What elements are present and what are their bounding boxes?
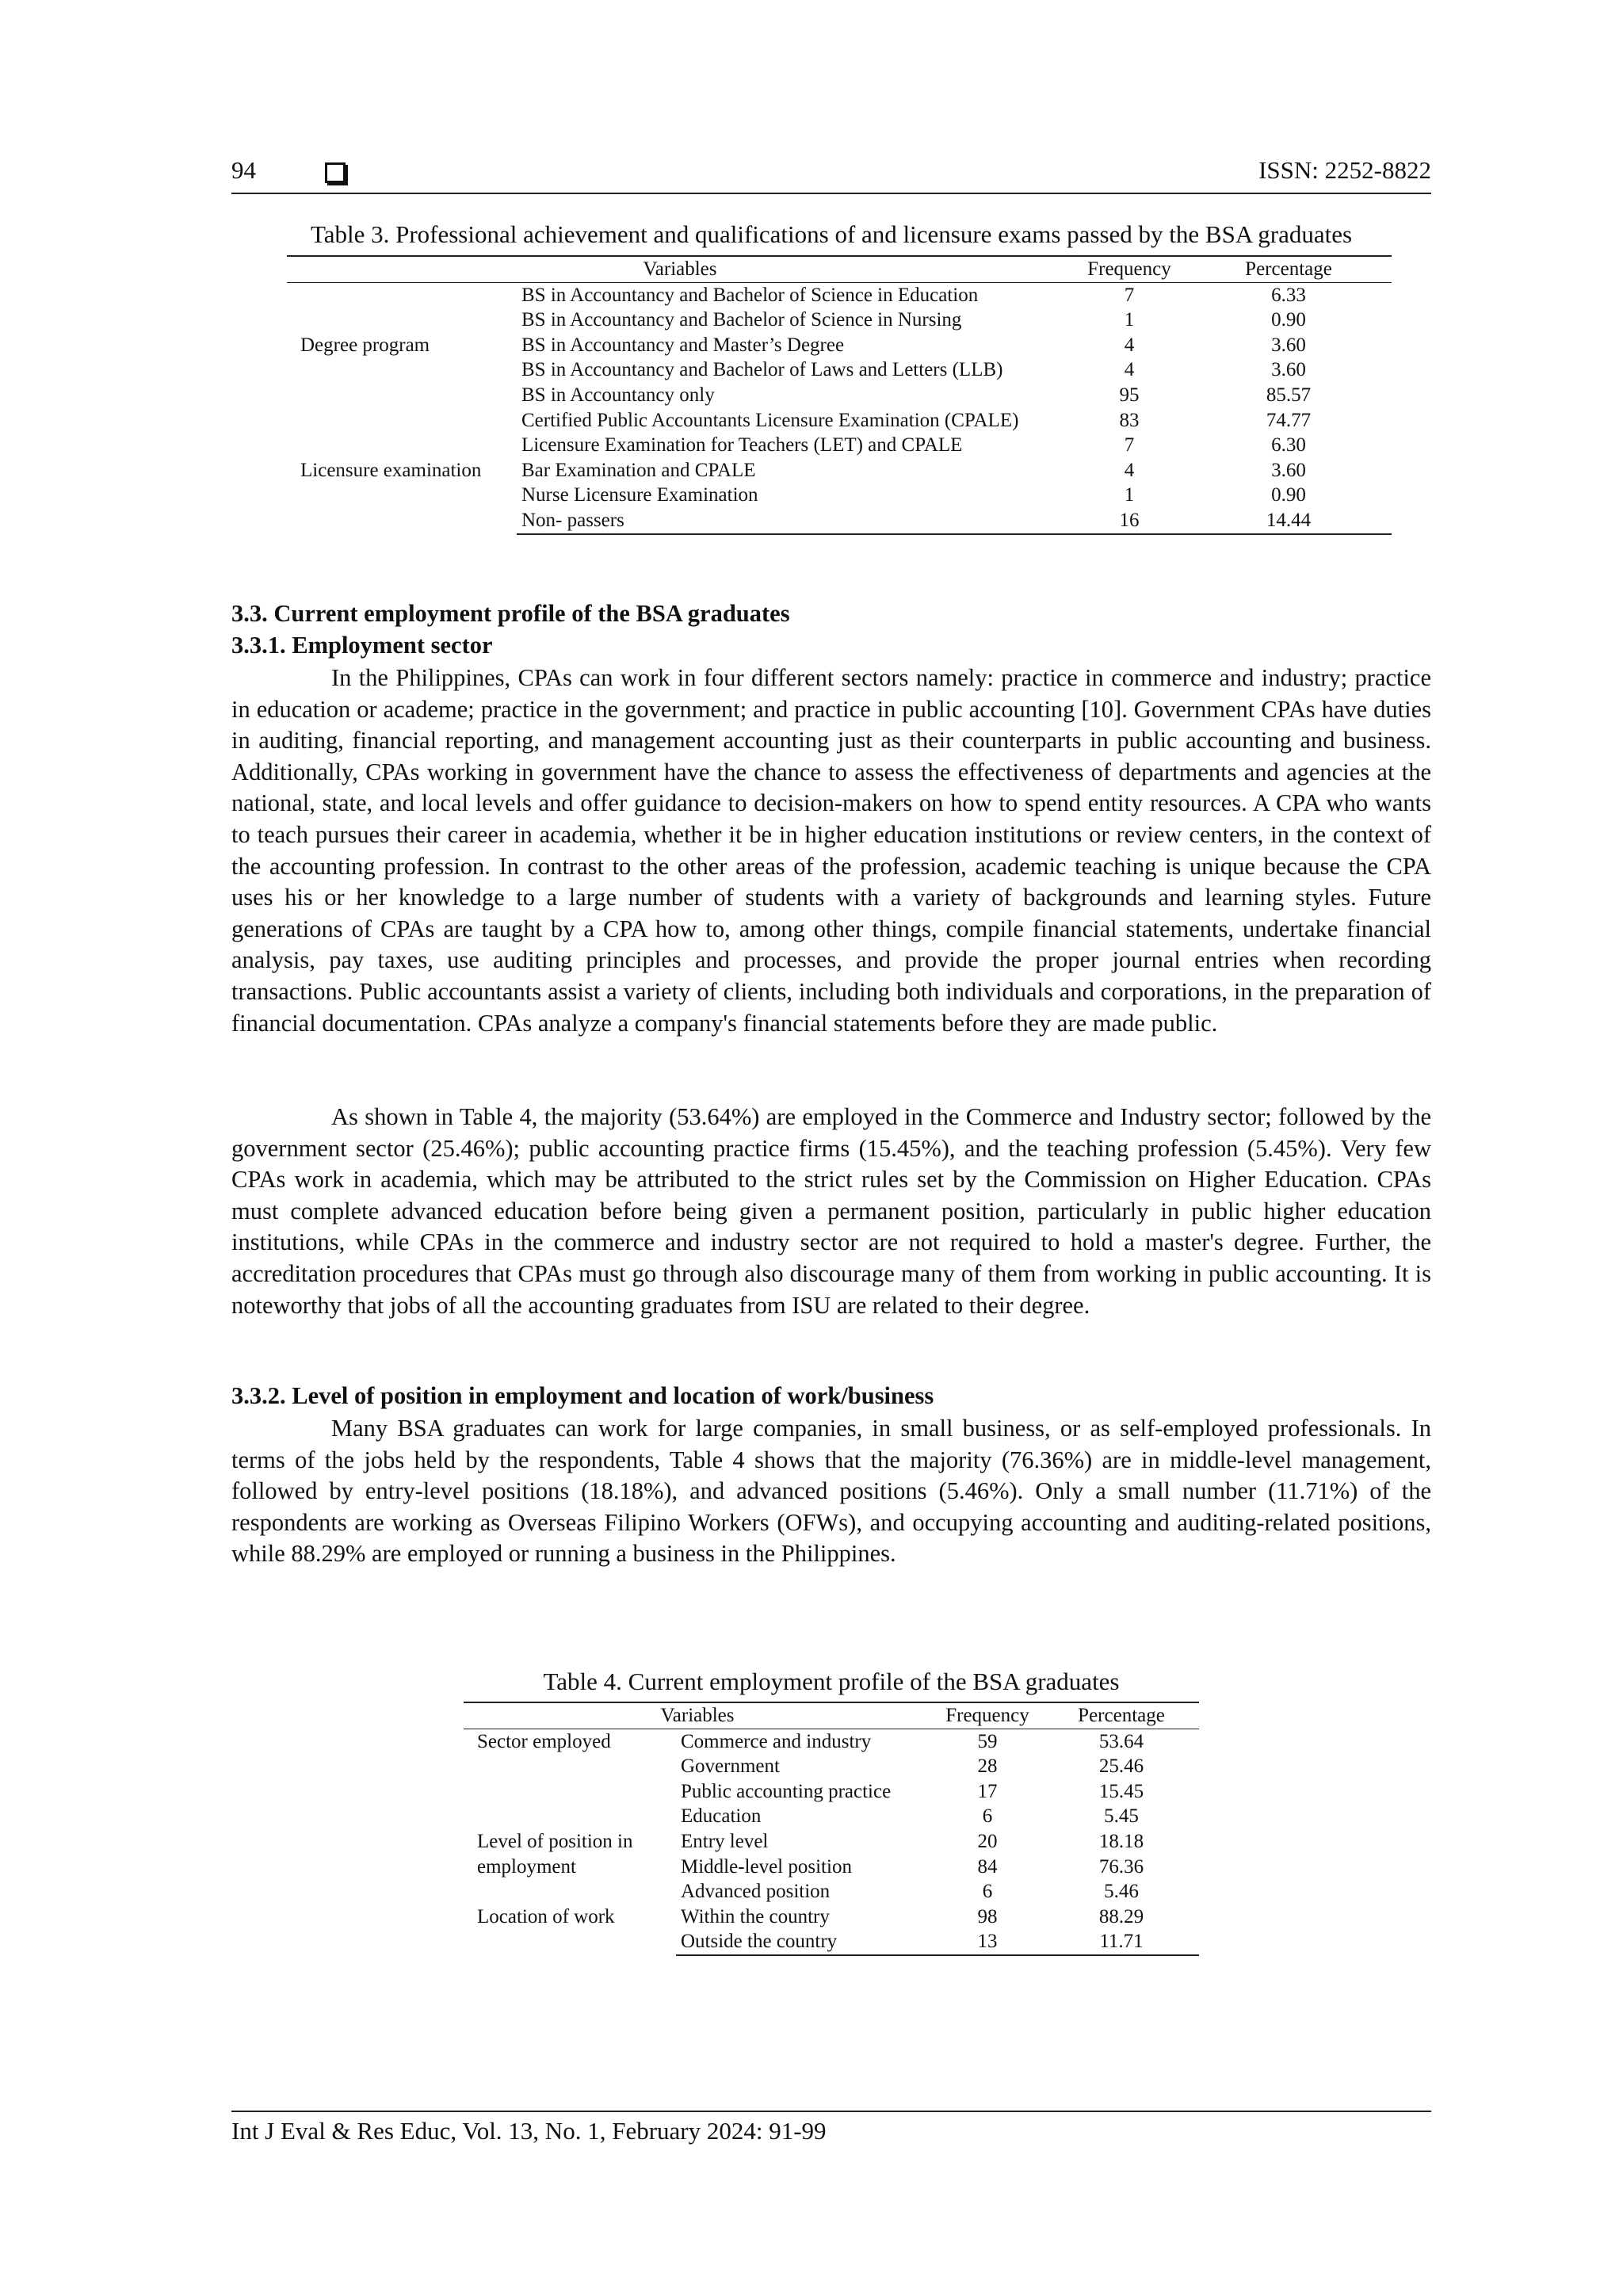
section-3-3-heading: 3.3. Current employment profile of the BSA graduates bbox=[231, 600, 790, 627]
row-percentage: 5.46 bbox=[1104, 1881, 1139, 1903]
row-frequency: 4 bbox=[1124, 334, 1135, 356]
row-frequency: 59 bbox=[977, 1730, 998, 1752]
section-3-3-1-heading: 3.3.1. Employment sector bbox=[231, 632, 493, 659]
row-percentage: 88.29 bbox=[1098, 1905, 1144, 1927]
row-percentage: 6.33 bbox=[1271, 284, 1306, 306]
row-percentage: 15.45 bbox=[1098, 1780, 1144, 1802]
row-frequency: 20 bbox=[977, 1830, 998, 1852]
table4-caption: Table 4. Current employment profile of the BSA graduates bbox=[543, 1668, 1120, 1695]
row-percentage: 25.46 bbox=[1098, 1755, 1144, 1778]
paragraph-employment-sector-1: In the Philippines, CPAs can work in four different sectors namely: practice in commerce and industry; practice in education or academe; practice in the government; and practice in public accounting [10]. Government CPAs have duties in auditing, financial reporting, and management accounting just as their counterparts in public accounting and business. Additionally, CPAs working in government have the chance to assess the effectiveness of departments and agencies at the national, state, and local levels and offer guidance to decision-makers on how to spend entity resources. A CPA who wants to teach pursues their career in academia, whether it be in higher education institutions or review centers, in the context of the accounting profession. In contrast to the other areas of the profession, academic teaching is unique because the CPA uses his or her knowledge to a large number of students with a variety of backgrounds and learning styles. Future generations of CPAs are taught by a CPA how to, among other things, compile financial statements, undertake financial analysis, pay taxes, use auditing principles and processes, and provide the proper journal entries when recording transactions. Public accountants assist a variety of clients, including both individuals and corporations, in the preparation of financial documentation. CPAs analyze a company's financial statements before they are made public. bbox=[231, 664, 1431, 1037]
row-frequency: 16 bbox=[1073, 508, 1186, 534]
row-frequency: 84 bbox=[977, 1855, 998, 1878]
journal-citation: Int J Eval & Res Educ, Vol. 13, No. 1, February 2024: 91-99 bbox=[231, 2117, 827, 2145]
row-group-label: Sector employed bbox=[477, 1730, 611, 1752]
row-frequency: 13 bbox=[931, 1929, 1044, 1955]
row-frequency: 6 bbox=[982, 1881, 993, 1903]
row-variable: BS in Accountancy only bbox=[521, 384, 715, 406]
row-frequency: 1 bbox=[1124, 309, 1135, 331]
table3-header-percentage: Percentage bbox=[1186, 256, 1392, 282]
table4-header-frequency: Frequency bbox=[931, 1702, 1044, 1729]
table4-header-percentage: Percentage bbox=[1044, 1702, 1199, 1729]
row-variable: BS in Accountancy and Master’s Degree bbox=[521, 334, 845, 356]
row-frequency: 83 bbox=[1119, 409, 1140, 431]
table-row bbox=[287, 282, 1392, 308]
table-row bbox=[464, 1904, 1199, 1930]
row-variable: Public accounting practice bbox=[681, 1780, 892, 1802]
row-frequency: 4 bbox=[1124, 359, 1135, 381]
section-3-3-2-heading: 3.3.2. Level of position in employment and location of work/business bbox=[231, 1382, 934, 1409]
row-percentage: 3.60 bbox=[1271, 334, 1306, 356]
row-percentage: 3.60 bbox=[1271, 359, 1306, 381]
row-variable: Certified Public Accountants Licensure Examination (CPALE) bbox=[521, 409, 1019, 431]
row-variable: Nurse Licensure Examination bbox=[521, 484, 758, 506]
table4-body bbox=[464, 1729, 1199, 1955]
row-variable: BS in Accountancy and Bachelor of Science in Education bbox=[521, 284, 979, 306]
row-variable: Outside the country bbox=[676, 1929, 931, 1955]
table-row bbox=[464, 1729, 1199, 1754]
row-variable: Government bbox=[681, 1755, 780, 1778]
table4-header-variables: Variables bbox=[464, 1702, 931, 1729]
row-frequency: 6 bbox=[982, 1805, 993, 1828]
page-footer bbox=[231, 2111, 1431, 2145]
row-variable: BS in Accountancy and Bachelor of Laws and Letters (LLB) bbox=[521, 359, 1003, 381]
table4-header-row bbox=[464, 1702, 1199, 1729]
row-variable: Bar Examination and CPALE bbox=[521, 459, 756, 481]
row-variable: Advanced position bbox=[681, 1881, 831, 1903]
row-variable: Licensure Examination for Teachers (LET) and CPALE bbox=[521, 434, 963, 457]
table3-header-row bbox=[287, 256, 1392, 282]
row-frequency: 4 bbox=[1124, 459, 1135, 481]
table3-body bbox=[287, 282, 1392, 533]
row-frequency: 1 bbox=[1124, 484, 1135, 506]
table3-caption: Table 3. Professional achievement and qualifications of and licensure exams passed by the BSA graduates bbox=[310, 220, 1353, 248]
row-percentage: 18.18 bbox=[1098, 1830, 1144, 1852]
page-number: 94 bbox=[231, 156, 256, 184]
table3 bbox=[287, 255, 1392, 535]
row-frequency: 7 bbox=[1124, 284, 1135, 306]
table3-header-variables: Variables bbox=[287, 256, 1073, 282]
row-percentage: 76.36 bbox=[1098, 1855, 1144, 1878]
table-row bbox=[464, 1829, 1199, 1855]
row-frequency: 95 bbox=[1119, 384, 1140, 406]
row-group-label: Degree program bbox=[300, 334, 430, 356]
row-percentage: 5.45 bbox=[1104, 1805, 1139, 1828]
row-variable: Non- passers bbox=[517, 508, 1073, 534]
row-percentage: 85.57 bbox=[1266, 384, 1312, 406]
paragraph-position-location: Many BSA graduates can work for large companies, in small business, or as self-employed professionals. In terms of the jobs held by the respondents, Table 4 shows that the majority (76.36%) are in middle-level management, followed by entry-level positions (18.18%), and advanced positions (5.46%). Only a small number (11.71%) of the respondents are working as Overseas Filipino Workers (OFWs), and occupying accounting and auditing-related positions, while 88.29% are employed or running a business in the Philippines. bbox=[231, 1415, 1431, 1568]
issn: ISSN: 2252-8822 bbox=[1258, 156, 1431, 184]
row-group-label: Location of work bbox=[477, 1905, 615, 1927]
row-variable: Entry level bbox=[681, 1830, 769, 1852]
row-frequency: 28 bbox=[977, 1755, 998, 1778]
row-percentage: 53.64 bbox=[1098, 1730, 1144, 1752]
row-percentage: 0.90 bbox=[1271, 309, 1306, 331]
row-percentage: 0.90 bbox=[1271, 484, 1306, 506]
row-variable: Education bbox=[681, 1805, 762, 1828]
row-group-label: Licensure examination bbox=[300, 460, 482, 482]
paragraph-employment-sector-2: As shown in Table 4, the majority (53.64%) are employed in the Commerce and Industry sector; followed by the government sector (25.46%); public accounting practice firms (15.45%), and the teaching profession (5.45%). Very few CPAs work in academia, which may be attributed to the strict rules set by the Commission on Higher Education. CPAs must complete advanced education before being given a permanent position, particularly in public higher education institutions, while CPAs in the commerce and industry sector are not required to hold a master's degree. Further, the accreditation procedures that CPAs must go through also discourage many of them from working in public accounting. It is noteworthy that jobs of all the accounting graduates from ISU are related to their degree. bbox=[231, 1103, 1431, 1319]
row-frequency: 7 bbox=[1124, 434, 1135, 457]
row-frequency: 17 bbox=[977, 1780, 998, 1802]
table4 bbox=[464, 1702, 1199, 1956]
row-percentage: 3.60 bbox=[1271, 459, 1306, 481]
row-variable: Commerce and industry bbox=[681, 1730, 872, 1752]
row-variable: BS in Accountancy and Bachelor of Science in Nursing bbox=[521, 309, 962, 331]
row-percentage: 14.44 bbox=[1186, 508, 1392, 534]
table3-header-frequency: Frequency bbox=[1073, 256, 1186, 282]
page-header bbox=[231, 153, 1431, 194]
row-percentage: 6.30 bbox=[1271, 434, 1306, 457]
row-percentage: 11.71 bbox=[1044, 1929, 1199, 1955]
row-variable: Within the country bbox=[681, 1905, 830, 1927]
checkbox-square-icon bbox=[325, 162, 346, 183]
table-row bbox=[287, 408, 1392, 434]
row-frequency: 98 bbox=[977, 1905, 998, 1927]
row-group-label: Level of position in employment bbox=[477, 1830, 633, 1878]
row-variable: Middle-level position bbox=[681, 1855, 852, 1878]
row-percentage: 74.77 bbox=[1266, 409, 1312, 431]
